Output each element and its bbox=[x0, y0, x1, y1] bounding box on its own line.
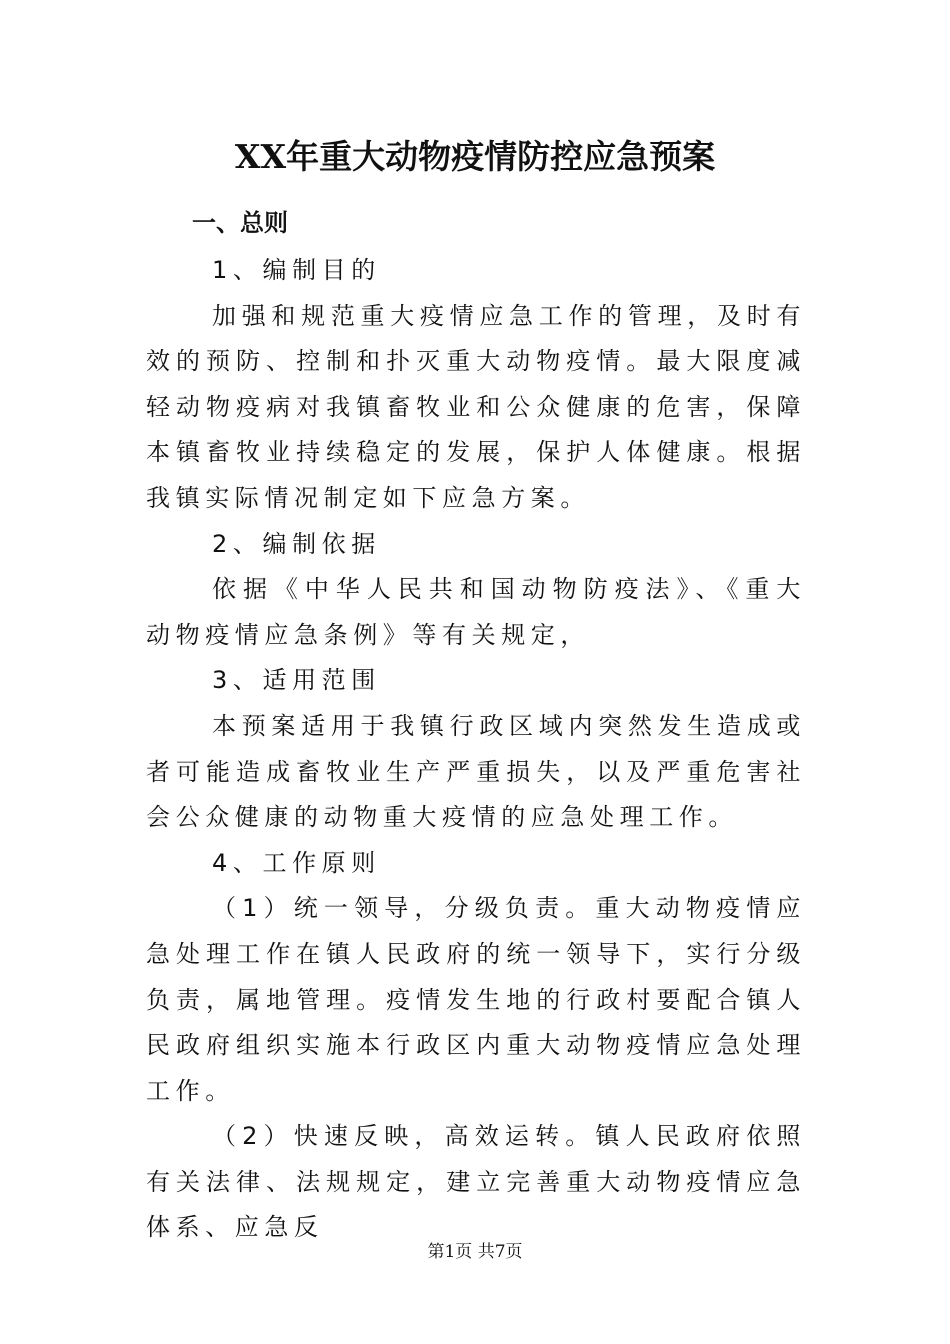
paragraph-principle-1: （1）统一领导，分级负责。重大动物疫情应急处理工作在镇人民政府的统一领导下，实行分级负责，属地管理。疫情发生地的行政村要配合镇人民政府组织实施本行政区内重大动物疫情应急处理工作。 bbox=[146, 894, 806, 1105]
document-body bbox=[146, 248, 806, 1251]
paragraph-principle-2: （2）快速反映，高效运转。镇人民政府依照有关法律、法规规定，建立完善重大动物疫情应急体系、应急反 bbox=[146, 1122, 806, 1242]
subheading-scope: 3、适用范围 bbox=[212, 666, 381, 695]
paragraph-scope: 本预案适用于我镇行政区域内突然发生造成或者可能造成畜牧业生产严重损失，以及严重危害社会公众健康的动物重大疫情的应急处理工作。 bbox=[146, 711, 806, 832]
document-title: XX年重大动物疫情防控应急预案 bbox=[234, 137, 716, 176]
subheading-purpose: 1、编制目的 bbox=[212, 256, 381, 284]
paragraph-basis: 依据《中华人民共和国动物防疫法》、《重大动物疫情应急条例》等有关规定， bbox=[146, 575, 806, 649]
subheading-basis: 2、编制依据 bbox=[212, 529, 381, 558]
section-heading: 一、总则 bbox=[192, 209, 288, 237]
paragraph-purpose: 加强和规范重大疫情应急工作的管理，及时有效的预防、控制和扑灭重大动物疫情。最大限度减轻动物疫病对我镇畜牧业和公众健康的危害，保障本镇畜牧业持续稳定的发展，保护人体健康。根据我镇实际情况制定如下应急方案。 bbox=[146, 301, 806, 512]
page-footer: 第1页 共7页 bbox=[427, 1242, 523, 1262]
subheading-principles: 4、工作原则 bbox=[212, 848, 381, 877]
